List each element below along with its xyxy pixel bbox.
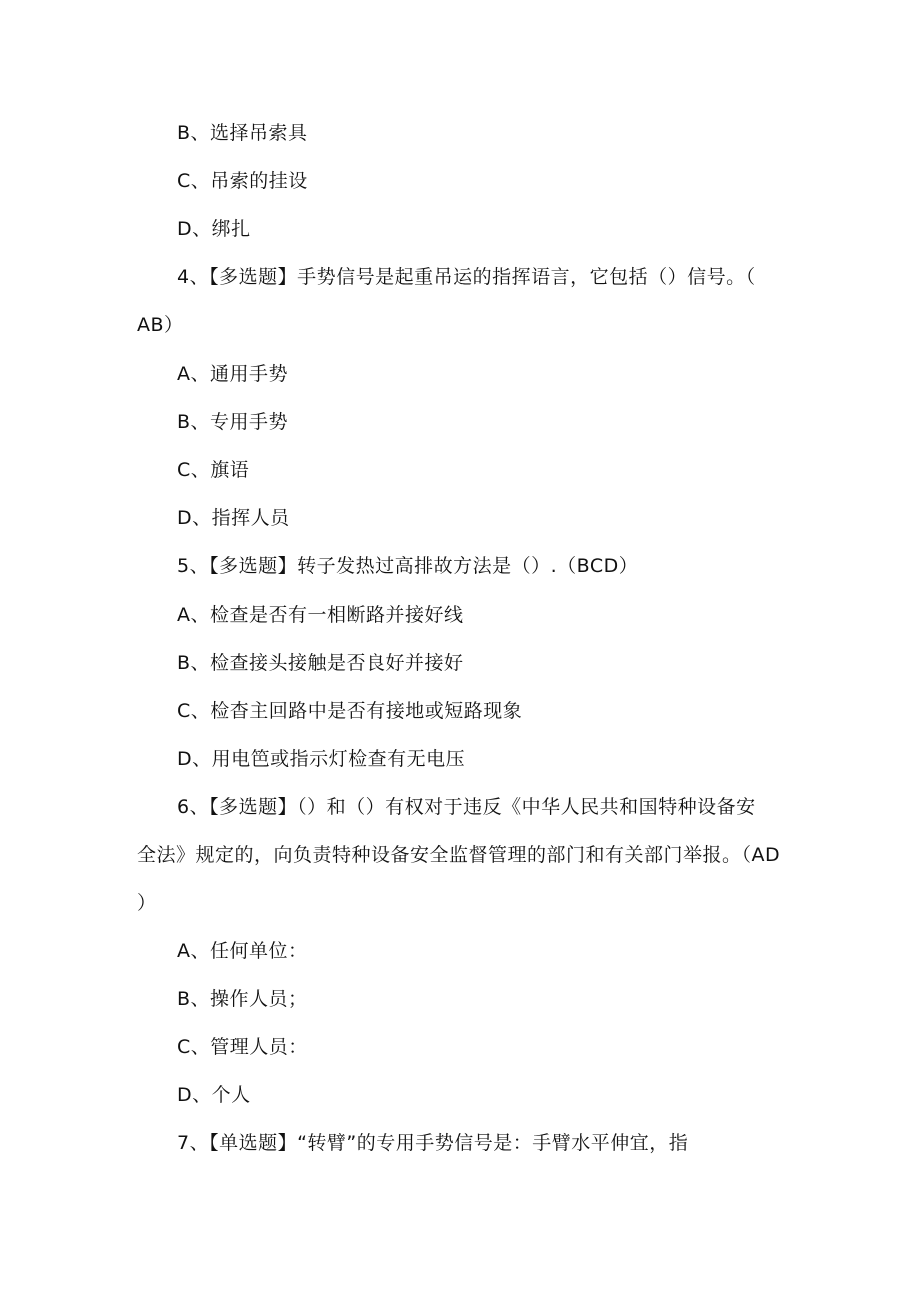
option-c-check-main-circuit: C、检杳主回路中是否有接地或短路现象 xyxy=(177,700,523,722)
option-d-commander: D、指挥人员 xyxy=(177,507,290,529)
question-4: 4、【多选题】手势信号是起重吊运的指挥语言，它包括（）信号。（ xyxy=(177,266,756,288)
option-b-special-gesture: B、专用手势 xyxy=(177,411,289,433)
question-6: 6、【多选题】（）和（）有权对于违反《中华人民共和国特种设备安 xyxy=(177,796,756,818)
option-d-individual: D、个人 xyxy=(177,1084,251,1106)
option-c-flag-signal: C、旗语 xyxy=(177,459,250,481)
question-6-closing-paren: ） xyxy=(137,892,157,914)
question-5: 5、【多选题】转子发热过高排故方法是（）.（BCD） xyxy=(177,555,639,577)
option-b-select-sling: B、选择吊索具 xyxy=(177,122,308,144)
question-4-answer: AB） xyxy=(137,314,184,336)
option-c-managers: C、管理人员： xyxy=(177,1036,308,1058)
question-7: 7、【单选题】“转臂”的专用手势信号是：手臂水平伸宜，指 xyxy=(177,1132,689,1154)
option-a-general-gesture: A、通用手势 xyxy=(177,363,288,385)
option-a-any-unit: A、任何单位： xyxy=(177,940,308,962)
option-d-check-voltage: D、用电笆或指示灯检查有无电压 xyxy=(177,748,466,770)
option-d-binding: D、绑扎 xyxy=(177,218,251,240)
option-c-sling-hanging: C、吊索的挂设 xyxy=(177,170,308,192)
option-b-check-joint: B、检查接头接触是否良好并接好 xyxy=(177,652,464,674)
question-6-continuation: 全法》规定的，向负责特种设备安全监督管理的部门和有关部门举报。（AD xyxy=(137,844,781,866)
option-b-operators: B、操作人员； xyxy=(177,988,308,1010)
option-a-check-phase: A、检查是否有一相断路并接好线 xyxy=(177,604,464,626)
